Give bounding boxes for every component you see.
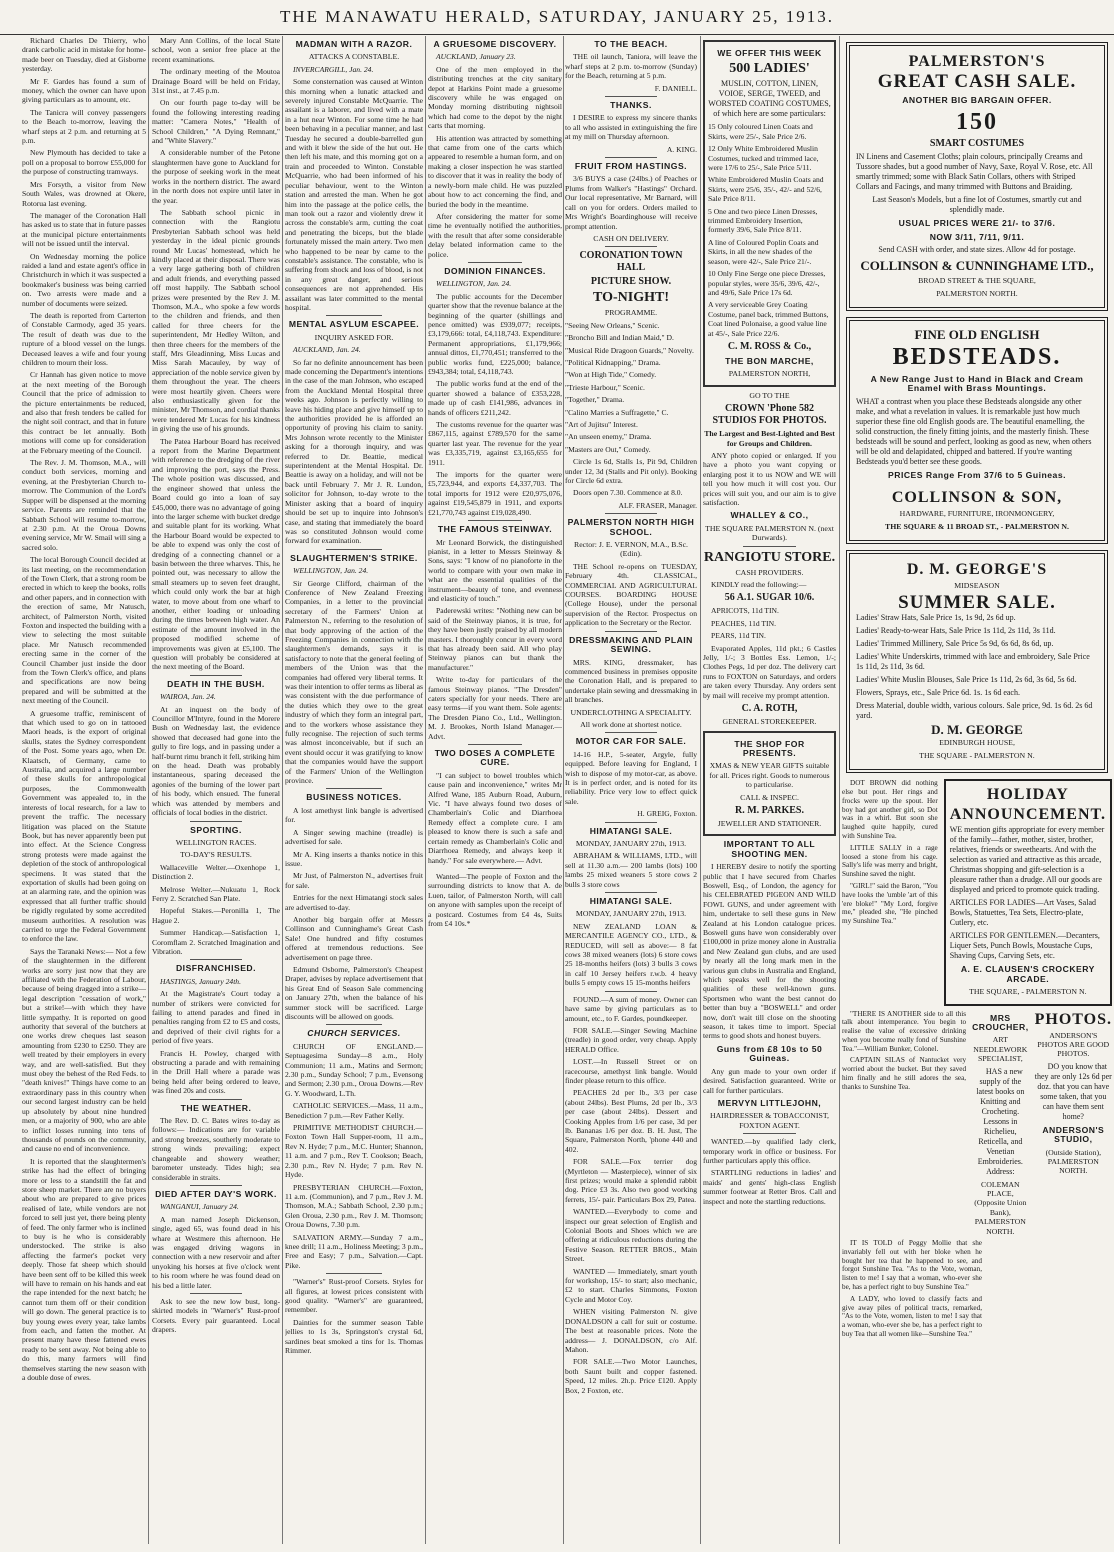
ad-text: WANTED.—Everybody to come and inspect our great selection of English and Colonial Boots and Shoes which we are offering at ridiculous reductions during the Festive Season. RETTER BROS., Main Street. xyxy=(565,1207,697,1264)
news-paragraph: Francis H. Powley, charged with obstructing a parade and with remaining in the Drill Hall where a parade was being held after being ordered to leave, was fined 20s and costs. xyxy=(152,1048,280,1096)
ad-text: Doors open 7.30. Commence at 8.0. xyxy=(573,488,683,498)
news-paragraph: The customs revenue for the quarter was £867,115, against £789,570 for the same quarter last year. The revenue for the year was £3,335,719, against £3,165,655 for 1911. xyxy=(428,420,562,467)
ad-subheading: GENERAL STOREKEEPER. xyxy=(722,717,817,727)
programme-item: "Political Kidnapping," Drama. xyxy=(565,357,661,367)
ad-text: HAS a new supply of the latest books on Knitting and Crocheting. Lessons in Richelieu, Reticella, and Venetian Embroideries. Address: xyxy=(976,1066,1025,1176)
dateline: WAIROA, Jan. 24. xyxy=(160,692,216,702)
ad-text: Evaporated Apples, 11d pkt.; 6 Castles Jelly, 1/-; 3 Bottles Ess. Lemon, 1/-; Clothes Pegs, 1d per doz. The delivery cart runs to FOXTON on Saturdays, and orders are taken every Thursday. Any orders sent by mail will receive my prompt attention. xyxy=(703,643,836,700)
ad-list-item: APRICOTS, 11d TIN. xyxy=(711,606,779,616)
ad-clausen-arcade xyxy=(944,779,1112,1005)
masthead: THE MANAWATU HERALD, SATURDAY, JANUARY 25, 1913. xyxy=(0,0,1114,35)
ad-list-item: Ladies' Ready-to-wear Hats, Sale Price 1s 11d, 2s 11d, 3s 11d. xyxy=(856,626,1056,636)
ad-price: USUAL PRICES WERE 21/- to 37/6. xyxy=(898,218,1056,229)
ad-text: NEW ZEALAND LOAN & MERCANTILE AGENCY CO., LTD., & REDUCED, will sell as above:— 8 fat cows 38 mixed weaners (lots) 6 store cows 25 18-months heifers (lots) 3 bulls 3 cows in calf 10 Jersey heifers r.w.b. 4 heavy bulls 5 empty cows 15 15-months heifers xyxy=(565,921,697,988)
news-paragraph: A considerable number of the Petone slaughtermen have gone to Auckland for the purpose of seeking work in the meat works in the northern district. The award in the north does not expire until later in the year. xyxy=(152,148,280,205)
divider xyxy=(605,246,658,247)
church-item: CHURCH OF ENGLAND.— Septuagesima Sunday—8 a.m., Holy Communion; 11 a.m., Matins and Sermon; 2.30 p.m., Sunday School; 7 p.m., Evensong and Sermon; 2.30 p.m., Oroua Downs.—Rev G. Y. Woodward, L.Th. xyxy=(285,1041,423,1098)
ad-heading: HOLIDAY xyxy=(986,786,1069,804)
news-paragraph: Dainties for the summer season Table jellies to 1s 3s, Springston's crystal 6d, sardines beat smoked a tins for 1s. Thomas Rimmer. xyxy=(285,1317,423,1355)
ad-subheading: JEWELLER AND STATIONER. xyxy=(717,818,822,828)
bottom-ads-row xyxy=(842,1010,1112,1239)
ad-list-item: 5 One and two piece Linen Dresses, trimmed Embroidery Insertion, formerly 39/6, Sale Price 8/11. xyxy=(708,206,818,235)
ad-heading: PHOTOS. xyxy=(1034,1010,1112,1028)
news-paragraph: "I can subject to bowel troubles which cause pain and inconvenience," writes Mr Alfred Wane, 185 Auburn Road, Auburn, Vic. "I have always found two doses of Chamberlain's Colic and Diarrhoea Remedy effect a complete cure. I am pleased to know there is such a safe and certain remedy as Chamberlain's Colic and Diarrhoea Remedy, and always keep it handy." For sale everywhere.— Advt. xyxy=(428,770,562,865)
ad-heading: PALMERSTON NORTH HIGH SCHOOL. xyxy=(567,517,695,537)
news-paragraph: Some consternation was caused at Winton this morning when a lunatic attacked and severely injured Constable McQuarrie. The assailant is a laborer, and lived with a mate in a hut near Winton. For some time he had been behaving in a peculiar manner, and last Tuesday he secured a double-barrelled gun and with it blew the side of the hut out. He then left his mate, and this morning got on a train and proceeded to Winton. Constable McQuarrie, who had been informed of his peculiar behaviour, went to the Winton station and arrested the man. When he got him into the passage at the police cells, the man took out a razor and violently drew it across the constable's arm, cutting the coat and penetrating the biceps, but the blade fortunately missed the main artery. Two men who happened to be near by came to the constable's assistance. The constable, who is suffering from shock and loss of blood, is not in any great danger, and serious consequences are not apprehended. His assailant was later committed to the mental hospital. xyxy=(285,77,423,312)
ad-subheading: EDINBURGH HOUSE, xyxy=(939,738,1015,748)
news-paragraph: The Rev. J. M. Thomson, M.A., will conduct both services, morning and evening, at the Presbyterian Church to-morrow. The Communion of the Lord's Supper will be dispensed at the morning service. Parents are reminded that the Sabbath School will resume to-morrow, at 2.30 p.m. At the Oroua Downs evening service, Mr W. Smail will sing a sacred solo. xyxy=(22,458,146,552)
ad-text: FOR SALE.—Fox terrier dog (Myrtleton — Masterpiece), winner of six first prizes; would make a splendid rabbit dog. Price £3 3s. Also two good working ferrets, 15/- pair. Particulars Box 29, Patea. xyxy=(565,1157,697,1204)
news-paragraph: New Plymouth has decided to take a poll on a proposal to borrow £55,000 for the purpose of constructing tramways. xyxy=(22,148,146,177)
news-paragraph: The Patea Harbour Board has received a report from the Marine Department with reference to the dredging of the river and improving the port, says the Press. The whole position was discussed, and the engineer showed that unless the Board could go into a loan of say £45,000, there was no advantage of going into the larger scheme with bucket dredge and suitable plant for its working. What the Harbour Board would be expected to be able to expend was only the cost of dredging of a connecting channel or a basin between the three wharves. This, he pointed out, was necessary to allow the small steamers up to seven feet draught, which could only work the bar at high water, to move about from one wharf to another, either loading or unloading during the times between high water. An estimate of the amount involved in the proposed modified scheme of improvements was given at £5,100. The question will probably be considered at the next meeting of the Board. xyxy=(152,436,280,672)
programme-item: "Calino Marries a Suffragette," C. xyxy=(565,407,669,417)
ad-signature: A. KING. xyxy=(666,144,697,154)
ad-list-item: Ladies' Straw Hats, Sale Price 1s, 1s 9d, 2s 6d up. xyxy=(856,613,1016,623)
ad-name: MRS CROUCHER, xyxy=(972,1012,1029,1032)
ad-subheading: GO TO THE xyxy=(749,390,790,400)
subheading: TO-DAY'S RESULTS. xyxy=(180,850,252,860)
ad-subheading: HARDWARE, FURNITURE, IRONMONGERY, xyxy=(899,509,1055,519)
news-paragraph: The Rev. D. C. Bates wires to-day as follows:— Indications are for variable and strong breezes, southerly moderate to strong winds prevailing; expect changeable and showery weather; barometer unsteady. Tides high; sea considerable in straits. xyxy=(152,1116,280,1182)
divider xyxy=(326,1024,381,1025)
notice-item: Another big bargain offer at Messrs Collinson and Cunninghame's Great Cash Sale! One hundred and fifty costumes offered at tremendous reductions. See advertisement on page three. xyxy=(285,914,423,962)
ad-text: WANTED — Immediately, smart youth for workshop, 15/- to start; also mechanic, £2 to start. Charles Simmons, Foxton Cycle and Motor Coy. xyxy=(565,1266,697,1304)
ad-heading: PICTURE SHOW. xyxy=(590,276,672,288)
ad-address: (Outside Station), PALMERSTON NORTH. xyxy=(1045,1147,1102,1176)
ad-price: NOW 3/11, 7/11, 9/11. xyxy=(929,231,1025,242)
news-paragraph: Says the Taranaki News:— Not a few of the slaughtermen in the different works are sorry just now that they are affiliated with the Federation of Labour, because of being dragged into a strike— legal description "cessation of work," but a strike!—with which they have little sympathy. It is reported on good authority that several of the butchers at one works drew cheques last season amounting from £230 to £250. They are well treated by their employers in every way, and are well-satisfied. But they must obey the behest of the Red Feds. to "death knives!" Things have come to an extraordinary pass in this country when our second largest industry can be held up absolutely by about nine hundred men, or a majority of 900, who are able to inflict losses running into tens of thousands of pounds on the community, and cause no end of inconvenience. xyxy=(22,946,146,1154)
ad-text: KINDLY read the following:— xyxy=(711,580,807,590)
ad-heading: TO-NIGHT! xyxy=(593,290,669,306)
column-telegrams xyxy=(285,36,423,1544)
ad-list-item: Flowers, Sprays, etc., Sale Price 6d. 1s. 1s 6d each. xyxy=(856,688,1020,698)
ad-text: ANY photo copied or enlarged. If you have a photo you want copying or enlarging post it to us NOW and WE will tell you how much it will cost you. Our prices will suit you, and our aim is to give satisfaction. xyxy=(703,450,836,507)
dateline: HASTINGS, January 24th. xyxy=(160,976,241,986)
news-paragraph: Paderewski writes: "Nothing new can be said of the Steinway pianos, it is true, for they have been justly praised by all modern masters. I thoroughly concur in every word that has already been said. All who play Steinway pianos can but thank the manufacturer." xyxy=(428,606,562,672)
programme-item: "Trieste Harbour," Scenic. xyxy=(565,382,645,392)
news-paragraph: Wanted—The people of Foxton and the surrounding districts to know that A. de Luen, tailor, of Palmerston North, will call on anyone with samples upon the receipt of a postcard. Costumes from £4 4s, Suits from £4 10s.* xyxy=(428,871,562,928)
news-paragraph: On our fourth page to-day will be found the following interesting reading matter: "Camera Notes," "Health of School Children," "A Dying Remnant," and "White Slavery." xyxy=(152,98,280,146)
headline-madman: MADMAN WITH A RAZOR. xyxy=(295,39,413,49)
ad-address: COLEMAN PLACE, (Opposite Union Bank), PALMERSTON NORTH. xyxy=(974,1179,1027,1236)
column-rule xyxy=(148,36,149,1544)
ad-heading: SMART COSTUMES xyxy=(929,138,1025,150)
divider xyxy=(468,262,522,263)
ad-name: R. M. PARKES. xyxy=(735,804,804,816)
divider xyxy=(190,675,241,676)
ad-text: STARTLING reductions in ladies' and maids' and gents' high-class English summer footwear at Retter Bros. Call and inspect and note the startling reductions. xyxy=(703,1168,836,1206)
headline-died: DIED AFTER DAY'S WORK. xyxy=(155,1188,277,1199)
ad-list-item: 15 Only coloured Linen Coats and Skirts, were 25/-, Sale Price 2/6. xyxy=(708,122,813,141)
sunshine-tea-jingle: "THERE IS ANOTHER side to all this talk about intemperance. You begin to realise the value of excessive drinking when you become really fond of Sunshine Tea."—William Bunker, Colonel. xyxy=(842,1009,967,1053)
ad-parkes xyxy=(703,731,836,837)
news-paragraph: At the Magistrate's Court today a number of strikers were convicted for failing to attend parades and fined in penalties ranging from £2 to £5 and costs, and deprived of their civil rights for a period of five years. xyxy=(152,989,280,1046)
ad-text: WANTED.—by qualified lady clerk, temporary work in office or business. For further particulars apply this office. xyxy=(703,1137,836,1165)
divider xyxy=(326,1273,381,1274)
ad-heading: HIMATANGI SALE. xyxy=(589,896,673,907)
ad-name: COLLINSON & CUNNINGHAME LTD., xyxy=(860,258,1094,274)
news-paragraph: Mary Ann Collins, of the local State school, won a senior free place at the recent examinations. xyxy=(152,36,280,64)
news-paragraph: Ask to see the new low bust, long-skirted models in "Warner's" Rust-proof Corsets. Every pair guaranteed. Local drapers. xyxy=(152,1296,280,1335)
divider xyxy=(605,157,658,158)
sunshine-tea-jingle: CAPTAIN SILAS of Nantucket very worried about the bucket. But they saved him finally and he still adores the sea, thanks to Sunshine Tea. xyxy=(842,1056,967,1091)
ad-text: Last Season's Models, but a fine lot of Costumes, smartly cut and splendidly made. xyxy=(872,195,1082,215)
ad-heading: THANKS. xyxy=(610,100,652,111)
ad-address: BROAD STREET & THE SQUARE, xyxy=(918,276,1036,286)
sunshine-tea-jingle: IT IS TOLD of Peggy Mollie that she invariably fell out with her bloke when he bought her tea that he happened to see, and forgot Sunshine Tea. "As to the Vote, woman, listen to me! I say that a woman, who-ever she be, has a perfect right to buy Sunshine Tea." xyxy=(842,1238,982,1291)
divider xyxy=(190,959,241,960)
ad-name: A. E. CLAUSEN'S CROCKERY ARCADE. xyxy=(960,964,1095,984)
news-paragraph: The death is reported from Carterton of Constable Carmody, aged 35 years. The result of death was due to the rupture of a blood vessel on the lungs. Deceased leaves a wife and four young children to mourn their loss. xyxy=(22,310,146,367)
ad-dm-george xyxy=(846,550,1108,773)
sunshine-tea-column xyxy=(842,1239,982,1339)
divider xyxy=(468,744,522,745)
ad-subheading: HAIRDRESSER & TOBACCONIST, FOXTON AGENT. xyxy=(710,1111,829,1130)
sunshine-tea-column xyxy=(842,1010,966,1239)
ad-text: DO you know that they are only 12s 6d per doz. that you can have some taken, that you can have them sent home? xyxy=(1034,1061,1112,1121)
news-paragraph: On Wednesday morning the police raided a land and estate agent's office in Christchurch in which it was suspected a bookmaker's business was being carried on. Two arrests were made and a number of documents were seized. xyxy=(22,251,146,308)
ad-list-item: Ladies' White Muslin Blouses, Sale Price 1s 11d, 2s 6d, 3s 6d, 5s 6d. xyxy=(856,675,1077,685)
ad-text: THE oil launch, Taniora, will leave the wharf steps at 2 p.m. to-morrow (Sunday) for the Beach, returning at 5 p.m. xyxy=(565,52,697,81)
news-paragraph: A gruesome traffic, reminiscent of that which used to go on in tattooed Maori heads, is the export of original skulls, states the Sydney correspondent of the Post. Some years ago, when Dr. Klaatsch, of Germany, came to Australia, and acquired a large number of these skulls for anthropological purposes, the Commonwealth Government was appealed to, in the interests of local research, for a law to prevent the traffic. The necessary litigation was placed on the Statute Book, but has never apparently been put into effect. At the Science Congress strong protests were made against the depletion of the stock of anthropological specimens. It was stated that the exportation of skulls had been going on at an alarming rate, and the opinion was expressed that all further traffic should be rigidly regulated by some accredited museum authorities. A resolution was carried to urge the Federal Government to enforce the law. xyxy=(22,708,146,944)
notice-item: Entries for the next Himatangi stock sales are advertised to-day. xyxy=(285,893,423,912)
ad-subheading: PROGRAMME. xyxy=(604,308,658,318)
ad-subheading: ANOTHER BIG BARGAIN OFFER. xyxy=(902,95,1052,105)
ad-subheading: CASH ON DELIVERY. xyxy=(593,233,669,243)
notice-item: Edmund Osborne, Palmerston's Cheapest Draper, advises by replace advertisement that his Great End of Season Sale commencing on January 27th, when the balance of his summer stock will be sacrificed. Large discounts will be allowed on goods. xyxy=(285,964,423,1021)
ad-text: ARTICLES FOR LADIES—Art Vases, Salad Bowls, Statuettes, Tea Sets, Electro-plate, Cutlery, etc. xyxy=(949,898,1096,928)
ad-collinson-son xyxy=(846,317,1108,544)
ad-text: WHAT a contrast when you place these Bedsteads alongside any other make, and what a revelation in values. It is remarkable just how much superior these fine old English goods are. The beautiful enamelling, the solid construction, the finely fitting joints, and the masterly finish. These bedsteads will be sound and perfect, looking as good as new, when others will be old and delapidated, chipped and battered. If you're wanting Bedsteads you'd better see these goods. xyxy=(856,396,1092,466)
ad-list-item: White Embroidered Muslin Coats and Skirts, were 25/6, 35/-, 42/- and 52/6, Sale Price 8/11. xyxy=(708,175,824,204)
ad-subheading: CASH PROVIDERS. xyxy=(735,567,804,577)
notice-item: Mr A. King inserts a thanks notice in this issue. xyxy=(285,849,423,868)
ad-heading: ANNOUNCEMENT. xyxy=(949,806,1106,824)
ad-heading: FRUIT FROM HASTINGS. xyxy=(574,161,688,172)
divider xyxy=(190,821,241,822)
ad-text: IN Linens and Casement Cloths; plain colours, principally Creams and Tussore shades, but a good number of Navy, Saxe, Royal V. Rose, etc. All smartly trimmed; some with Black Satin Collars, others with Striped Collars and Facings, and many trimmed with Buttons and Braiding. xyxy=(856,152,1093,192)
news-paragraph: At an inquest on the body of Councillor M'Intyre, found in the Morere Bush on Wednesday last, the evidence showed that deceased had gone into the gully to fire logs, and in passing under a half-burnt rimu branch it fell, striking him on the head. Death was probably instantaneous, sparing deceased the agonies of the burning of the lower part of his body, which ensued. The funeral which was attended by members and officials of local bodies in the district. xyxy=(152,704,280,818)
notice-item: A Singer sewing machine (treadle) is advertised for sale. xyxy=(285,827,423,847)
news-paragraph: The Tanicra will convey passengers to the Beach to-morrow, leaving the wharf steps at 2 p.m. and returning at 5 p.m. xyxy=(22,107,146,146)
divider xyxy=(605,991,658,992)
ad-text: 14-16 H.P., 5-seater, Argyle, fully equipped. Before leaving for England, I wish to dispose of my motor-car, as above. It is in perfect order, and is noted for its reliability. Price very low to effect quick sale. xyxy=(565,749,697,806)
news-paragraph: The local Borough Council decided at its last meeting, on the recommendation of the Town Clerk, that a strong room be erected in which to keep the books, rolls and other papers, and in connection with the erection of same, Mr Natusch, architect, of Palmerston North, visited Foxton and inspected the building with a view to selecting the most suitable place. Mr Natusch recommended erecting same in the corner of the Council Chamber just inside the door from the Town Clerk's office, and plans and specifications are now being prepared and will be submitted at the next meeting of the Council. xyxy=(22,555,146,706)
ad-address: PALMERSTON NORTH, xyxy=(728,369,811,379)
ad-subheading: ART NEEDLEWORK SPECIALIST, xyxy=(973,1035,1028,1064)
news-paragraph: Mr Leonard Borwick, the distinguished pianist, in a letter to Messrs Steinway & Sons, says: "I know of no pianoforte in the world to compare with your own make in what are the essential qualities of the instrument—beauty of tone, and evenness and elasticity of touch." xyxy=(428,537,562,603)
news-paragraph: His attention was attracted by something that came from one of the carts which appeared to resemble a human form, and on making a closer inspection he was startled to discover that it was in reality the body of a newly-born male child. He was puzzled about how to act concerning the find, and buried the body in the meantime. xyxy=(428,133,562,209)
ad-heading: FINE OLD ENGLISH xyxy=(914,327,1040,343)
ad-subheading: All work done at shortest notice. xyxy=(580,719,682,729)
headline-gruesome: A GRUESOME DISCOVERY. xyxy=(433,39,557,49)
divider xyxy=(468,520,522,521)
ad-heading: SUMMER SALE. xyxy=(898,592,1056,614)
race-result: Hopeful Stakes.—Peronilla 1, The Hague 2. xyxy=(152,906,280,925)
divider xyxy=(605,892,658,893)
ad-list-item: Ladies' Trimmed Millinery, Sale Price 5s 9d, 6s 6d, 8s 6d, up. xyxy=(856,639,1054,649)
news-paragraph: A man named Joseph Dickenson, single, aged 65, was found dead in his whare at Westmere this afternoon. He was engaged driving wagons in connection with a new reservoir and after unyoking his horses at five o'clock went to his room where he was found dead on his bed a little later. xyxy=(152,1214,280,1290)
column-rule xyxy=(839,36,840,1544)
column-rule xyxy=(563,36,564,1544)
ad-text: Circle 1s 6d, Stalls 1s, Pit 9d, Children under 12, 3d (Stalls and Pit only). Booking for Circle 6d extra. xyxy=(565,457,697,485)
news-paragraph: Mrs Forsyth, a visitor from New South Wales, was drowned at Okere, Rotorua last evening. xyxy=(22,179,146,208)
ad-subheading: ANDERSON'S PHOTOS ARE GOOD PHOTOS. xyxy=(1037,1030,1110,1059)
ad-text: Any gun made to your own order if desired. Satisfaction guaranteed. Write or call for further particulars. xyxy=(703,1066,836,1095)
column-display-ads xyxy=(842,36,1112,1544)
ad-address: THE SQUARE & 11 BROAD ST., - PALMERSTON N. xyxy=(885,521,1069,531)
ad-text: FOUND.—A sum of money. Owner can have same by giving particulars as to amount, etc., to F. Gardes, poundkeeper. xyxy=(565,994,697,1023)
ad-heading: CROWN 'Phone 582 STUDIOS FOR PHOTOS. xyxy=(712,403,827,427)
news-paragraph: Write to-day for particulars of the famous Steinway pianos. "The Dresden" caters specially for your needs. There are easy terms—if you want them. Sole agents: The Dresden Piano Co., Ltd., Wellington. M. J. Brookes, North Island Manager.—Advt. xyxy=(428,675,562,741)
ad-name: WHALLEY & CO., xyxy=(730,510,809,521)
programme-item: "Art of Jujitsu" Interest. xyxy=(565,419,638,429)
programme-item: "Won at High Tide," Comedy. xyxy=(565,370,657,380)
ad-name: C. M. ROSS & Co., xyxy=(727,340,812,352)
ad-cm-ross xyxy=(703,40,836,387)
divider xyxy=(743,546,796,547)
ad-subheading: MIDSEASON xyxy=(954,581,1000,591)
news-paragraph: One of the men employed in the distributing trenches at the city sanitary depot at Harkins Point made a gruesome discovery while he was engaged on Monday morning distributing nightsoil which had come to the depot by the night carts that morning. xyxy=(428,64,562,131)
ad-name: MERVYN LITTLEJOHN, xyxy=(717,1097,822,1108)
ad-text: WE mention gifts appropriate for every member of the family—father, mother, sister, brother, relatives, friends or sweethearts. And with the selection as varied and attractive as this arcade, Christmas shopping and gift-selection is a pleasure rather than a drudge. All our goods are displayed and priced to promote quick trading. xyxy=(949,825,1105,895)
sunshine-tea-jingle: DOT BROWN did nothing else but pout. Her rings and frocks were up the spout. Her boy had got another girl, so Dot was in a whirl. But soon she laughed quite happily, cured with Sunshine Tea. xyxy=(842,779,938,841)
ad-heading: D. M. GEORGE'S xyxy=(906,561,1048,579)
sunshine-tea-jingle: A LADY, who loved to classify facts and give away piles of political tracts, remarked, "As to the Vote, women, listen to me! I say that a woman, who-ever she be, has a perfect right to buy Tea that all women like—Sunshine Tea." xyxy=(842,1294,982,1338)
ad-address: THE SQUARE - PALMERSTON N. xyxy=(919,750,1035,760)
ad-text: PEACHES 2d per lb., 3/3 per case (about 24lbs). Best Plums, 2d per lb., 3/3 per case (about 24lbs). Dessert and Cooking Apples from 1/6 per case, 3d per lb. Bananas 1/6 per doz. B. H. Just, The Square, Palmerston North, 'phone 440 and 402. xyxy=(565,1088,697,1154)
ad-heading: PALMERSTON'S xyxy=(908,53,1046,70)
news-paragraph: The public works fund at the end of the quarter showed a balance of £353,228, made up of cash £141,986, advances in hands of officers £211,242. xyxy=(428,379,562,417)
news-paragraph: The manager of the Coronation Hall has asked us to state that in future passes at the municipal picture entertainments will not be issued until the interval. xyxy=(22,210,146,249)
race-result: Melrose Welter.—Nukuatu 1, Rock Ferry 2. Scratched San Plate. xyxy=(152,884,280,903)
ad-price: Guns from £8 10s to 50 Guineas. xyxy=(716,1043,823,1064)
church-item: SALVATION ARMY.—Sunday 7 a.m., knee drill; 11 a.m., Holiness Meeting; 3 p.m., Free and Easy; 7 p.m., Salvation.—Capt. Pike. xyxy=(285,1232,423,1270)
ad-heading: THE BON MARCHE, xyxy=(725,355,814,366)
ad-text: FOR SALE.—Two Motor Launches, both Saunt built and copper fastened. Speed, 12 miles. 2h.p. Price £120. Apply Box, 2 Foxton, etc. xyxy=(565,1357,697,1395)
race-result: Summer Handicap.—Satisfaction 1, Coromflam 2. Scratched Imagination and Vibration. xyxy=(152,928,280,956)
ad-name: D. M. GEORGE xyxy=(931,722,1023,738)
news-paragraph: The Sabbath school picnic in connection with the Rangiotu Presbyterian Sabbath school was held yesterday in the ideal picnic grounds round Mr Lucas' homestead, which he kindly placed at their disposal. There was a very large gathering both of children and adult friends, and everything passed off most happily. The Sabbath school prizes were presented by the Rev J. M. Thomson, M.A., who spoke a few words to the children and friends, and then called for three cheers for the superintendent, Mr Hedley Wilton, and then three cheers for the members of the staff, Mrs Gleadinning, Miss Lucas and Miss Sarah Macauley, by way of appreciation of the noble service given by them throughout the year. The cheers were most heartily given. Cheers were also enthusiastically given for the minister, Mr Thomson, and cordial thanks were tendered Mr Lucas for his kindness in giving the use of his grounds. xyxy=(152,207,280,434)
ad-list-item: A line of Coloured Poplin Coats and Skirts, in all the new shades of the season, were 42/-, Sale Price 21/-. xyxy=(708,237,819,266)
ad-collinson-cunninghame xyxy=(846,42,1108,311)
programme-item: "Together," Drama. xyxy=(565,395,625,405)
column-rule xyxy=(282,36,283,1544)
subheading: INQUIRY ASKED FOR. xyxy=(314,332,394,342)
ad-subheading: CALL & INSPEC. xyxy=(740,792,799,802)
ad-list-item: A very serviceable Grey Coating Costume, panel back, trimmed Buttons, Coat lined Polonaise, a good value line at 45/-, Sale Price 22/6. xyxy=(708,300,829,338)
headline-church: CHURCH SERVICES. xyxy=(307,1028,401,1039)
ad-heading: RANGIOTU STORE. xyxy=(703,549,836,565)
sunshine-tea-column xyxy=(842,779,938,1005)
ad-text: FOR SALE.—Singer Sewing Machine (treadle) in good order, very cheap. Apply HERALD Office. xyxy=(565,1025,697,1054)
ad-signature: F. DANIELL. xyxy=(654,83,697,93)
ad-number: 150 xyxy=(956,109,998,136)
ad-text: ARTICLES FOR GENTLEMEN.—Decanters, Liquer Sets, Punch Bowls, Moustache Cups, Shaving Cups, Carving Sets, etc. xyxy=(949,931,1100,961)
headline-steinway: THE FAMOUS STEINWAY. xyxy=(437,524,553,535)
column-news-4 xyxy=(428,36,562,1544)
lower-ads-row xyxy=(842,779,1112,1005)
programme-item: "Musical Ride Dragoon Guards," Novelty. xyxy=(565,345,694,355)
ad-price: PRICES Range From 37/6 to 5 Guineas. xyxy=(888,469,1066,480)
divider xyxy=(605,631,658,632)
column-classifieds xyxy=(565,36,697,1544)
divider xyxy=(326,549,381,550)
ad-name: COLLINSON & SON, xyxy=(891,489,1063,507)
divider xyxy=(743,1133,796,1134)
column-news-2 xyxy=(152,36,280,1544)
ad-heading: TO THE BEACH. xyxy=(594,39,668,49)
ad-subheading: A New Range Just to Hand in Black and Cream Enamel with Brass Mountings. xyxy=(870,374,1084,394)
headline-two-doses: TWO DOSES A COMPLETE CURE. xyxy=(434,748,556,768)
ad-croucher xyxy=(972,1010,1029,1239)
divider xyxy=(326,315,381,316)
ad-price: 56 A.1. SUGAR 10/6. xyxy=(724,592,815,604)
ad-text: LOST.—In Russell Street or on racecourse, amethyst link bangle. Would finder please return to this office. xyxy=(565,1057,697,1085)
headline-sporting: SPORTING. xyxy=(190,824,242,835)
column-rule xyxy=(700,36,701,1544)
ad-heading: WE OFFER THIS WEEK xyxy=(717,48,822,58)
headline-weather: THE WEATHER. xyxy=(180,1102,252,1113)
news-paragraph: "Warner's" Rust-proof Corsets. Styles for all figures, at lowest prices consistent with good quality. "Warner's" are guaranteed, remember. xyxy=(285,1277,423,1315)
church-item: CATHOLIC SERVICES.—Mass, 11 a.m., Benediction 7 p.m.—Rev Father Kelly. xyxy=(285,1101,423,1120)
ad-subheading: MONDAY, JANUARY 27th, 1913. xyxy=(575,909,687,919)
ad-heading: MOTOR CAR FOR SALE. xyxy=(575,736,687,747)
dateline: AUCKLAND, January 23. xyxy=(436,52,516,62)
race-result: Wallaceville Welter.—Oxenhope 1, Distinction 2. xyxy=(152,862,280,882)
dateline: WANGANUI, January 24. xyxy=(160,1202,239,1212)
dateline: WELLINGTON, Jan. 24. xyxy=(293,566,369,576)
ad-address: THE SQUARE PALMERSTON N. (next Durwards). xyxy=(705,523,834,543)
headline-strike: SLAUGHTERMEN'S STRIKE. xyxy=(290,552,418,563)
ad-list-item: PEARS, 11d TIN. xyxy=(711,631,766,641)
ad-text: MRS. KING, dressmaker, has commenced business in premises opposite the Coronation Hall, and is prepared to undertake plain sewing and dressmaking in all branches. xyxy=(565,657,697,705)
notice-item: Mr Just, of Palmerston N., advertises fruit for sale. xyxy=(285,871,423,890)
church-item: PRIMITIVE METHODIST CHURCH.—Foxton Town Hall Supper-room, 11 a.m., Rev N. Hyde; 7 p.m., M.C. Hunter; Shannon, 11 a.m. and 7 p.m., Rev T. Cookson; Beach, 2.30 p.m., Rev N. Hyde; 7 p.m. Rev N. Hyde. xyxy=(285,1123,423,1180)
headline-asylum: MENTAL ASYLUM ESCAPEE. xyxy=(288,319,420,330)
subheading: ATTACKS A CONSTABLE. xyxy=(308,52,400,62)
divider xyxy=(190,1293,241,1294)
ad-subheading: MONDAY, JANUARY 27th, 1913. xyxy=(575,839,687,848)
dateline: INVERCARGILL, Jan. 24. xyxy=(293,64,374,74)
headline-business-notices: BUSINESS NOTICES. xyxy=(306,792,402,803)
ad-heading: GREAT CASH SALE. xyxy=(877,71,1077,92)
headline-death-bush: DEATH IN THE BUSH. xyxy=(167,678,265,689)
news-paragraph: Richard Charles De Thierry, who drank carbolic acid in mistake for home-made beer on Tuesday, died at Gisborne yesterday. xyxy=(22,36,146,74)
dateline: WELLINGTON, Jan. 24. xyxy=(436,279,512,289)
ad-text: Send CASH with order, and state sizes. Allow 4d for postage. xyxy=(878,245,1076,255)
divider xyxy=(468,868,522,869)
ad-subheading: UNDERCLOTHING A SPECIALITY. xyxy=(570,707,692,717)
ad-heading: THE SHOP FOR PRESENTS. xyxy=(734,738,805,758)
news-paragraph: After considering the matter for some time he eventually notified the authorities, with the result that after some considerable delay belated information came to the police. xyxy=(428,211,562,259)
divider xyxy=(605,822,658,823)
news-paragraph: The public accounts for the December quarter show that the revenue balance at the beginning of the quarter (shillings and pence omitted) was £939,077; receipts, £3,179,666: total, £4,118,743. Expenditure: Permanent appropriations, £1,179,966; annual dittos, £1,770,451; transferred to the public works fund, £225,000; balance, £943,384; total, £4,118,743. xyxy=(428,291,562,376)
ad-text: 3/6 BUYS a case (24lbs.) of Peaches or Plums from Walker's "Hastings" Orchard. Our local representative, Mr Barnard, will call on you for orders. Orders mailed to Mrs Wright's Boardinghouse will receive prompt attention. xyxy=(565,174,697,231)
divider xyxy=(605,513,658,514)
column-local-news xyxy=(22,36,146,1544)
church-item: PRESBYTERIAN CHURCH.—Foxton, 11 a.m. (Communion), and 7 p.m., Rev J. M. Thomson, M.A.; Sabbath School, 2.30 p.m.; Glen Oroua, 2.30 p.m., Rev J. M. Thomson; Oroua Downs, 7.30 p.m. xyxy=(285,1182,423,1230)
ad-list-item: 12 Only White Embroidered Muslin Costumes, tucked and trimmed lace, were 17/6 to 25/-, Sale Price 5/11. xyxy=(708,144,819,173)
ad-list-item: PEACHES, 11d TIN. xyxy=(711,618,776,628)
ad-text: XMAS & NEW YEAR GIFTS suitable for all. Prices right. Goods to numerous to particularise. xyxy=(709,761,830,790)
notice-item: A lost amethyst link bangle is advertised for. xyxy=(285,805,423,825)
ad-list-item: 10 Only Fine Serge one piece Dresses, popular styles, were 35/6, 39/6, 42/-, and 49/6, Sale Price 17s 6d. xyxy=(708,269,826,297)
divider xyxy=(190,1185,241,1186)
ad-heading: BEDSTEADS. xyxy=(892,344,1062,371)
ad-address: THE SQUARE, - PALMERSTON N. xyxy=(969,987,1087,997)
ad-heading: CORONATION TOWN HALL xyxy=(579,250,683,274)
programme-item: "An unseen enemy," Drama. xyxy=(565,432,652,442)
ad-subheading: Rector: J. E. VERNON, M.A., B.Sc. (Edin). xyxy=(574,540,688,559)
ad-heading: HIMATANGI SALE. xyxy=(589,825,673,836)
ad-signature: H. GREIG, Foxton. xyxy=(637,809,697,819)
news-paragraph: Mr F. Gardes has found a sum of money, which the owner can have upon giving particulars as to amount, etc. xyxy=(22,76,146,105)
ad-list-item: Dress Material, double width, various colours. Sale price, 9d. 1s 6d. 2s 6d yard. xyxy=(856,701,1093,721)
divider xyxy=(190,1099,241,1100)
ad-signature: ALF. FRASER, Manager. xyxy=(618,500,697,510)
sunshine-tea-jingle: LITTLE SALLY in a rage loosed a stone from his cage. Sally's life was merry and bright, Sunshine saved the night. xyxy=(842,843,938,879)
ad-anderson xyxy=(1035,1010,1112,1239)
ad-heading: IMPORTANT TO ALL SHOOTING MEN. xyxy=(723,839,816,859)
ad-text: I HEREBY desire to notify the sporting public that I have secured from Charles Boswell, Esq., of London, the agency for his CELEBRATED PIGEON AND WILD FOWL GUNS, and under agreement with him, undertake to sell these guns in New Zealand at his London catalogue prices. Boswell guns have won considerably over £100,000 in prize money alone in Australia and New Zealand gun clubs, and are used by nearly all the long mark men in the various gun clubs in Australia and England, which speaks well for the shooting qualities of these well-known guns. Sportsmen who want the best cannot do better than buy a "BOSWELL" and order now, don't wait till close on the shooting season, it takes time to import. Special terms to good shots and honest buyers. xyxy=(703,862,836,1041)
divider xyxy=(326,788,381,789)
news-paragraph: So far no definite announcement has been made concerning the Department's intentions in the case of the man Johnson, who escaped from the Auckland Mental Hospital three weeks ago. Johnson is perfectly willing to leave his hiding place and give himself up to the authorities provided he is afforded an opportunity of proving his claim to sanity. Mrs Johnson wrote recently to the Minister asking for a thorough inquiry, and was referred to Dr. Beattie, medical superintendent at the Mental Hospital. Dr. Beattie is away on a holiday, and will not be back until February 7. Mr J. R. Lundon, solicitor for Johnson, to-day wrote to the Minister asking that a board of inquiry should be set up to inquire into Johnson's case, and stating that immediately the board was so constituted Johnson would come forward for examination. xyxy=(285,357,423,546)
headline-disfranchised: DISFRANCHISED. xyxy=(175,963,257,974)
ad-subheading: The Largest and Best-Lighted and Best for Groups and Children. xyxy=(704,429,835,448)
dateline: AUCKLAND, Jan. 24. xyxy=(293,345,361,355)
news-paragraph: Sir George Clifford, chairman of the Conference of New Zealand Freezing Companies, in a letter to the provincial secretary of the Farmers' Union at Palmerston N., referring to the resolution of that body approving of the action of the Freezing Companies in connection with the slaughtermen's demands, says it is satisfactory to note that the general feeling of members of the Union was that the companies had offered very liberal terms. It was their intention to offer terms as liberal as was consistent with the due performance of the duties which they owe to the great industry of which they form an integral part, and to the workers whose assistance they fully recognise. The rejection of such terms was almost inconceivable, but if such an event should occur it was gratifying to know that the companies would have the support of the Farmers' Union of the Wellington province. xyxy=(285,578,423,786)
ad-text: MUSLIN, COTTON, LINEN, VOIOE, SERGE, TWEED, and WORSTED COATING COSTUMES, of which here are some particulars: xyxy=(708,79,831,119)
ad-text: WHEN visiting Palmerston N. give DONALDSON a call for suit or costume. The best at reasonable prices. Note the address— J. DONALDSON, c/o Alf. Mahon. xyxy=(565,1307,697,1354)
ad-heading: 500 LADIES' xyxy=(729,61,810,77)
headline-finances: DOMINION FINANCES. xyxy=(444,265,546,276)
programme-item: "Seeing New Orleans," Scenic. xyxy=(565,320,660,330)
news-paragraph: Cr Hannah has given notice to move at the next meeting of the Borough Council that the price of admission to the picture entertainments be reduced, and also that fresh tenders be called for the night soil contract, and that in future this contract be let annually. Both motions will come up for consideration at the February meeting of the Council. xyxy=(22,370,146,455)
news-paragraph: The imports for the quarter were £5,723,944, and exports £4,337,703. The total imports for 1912 were £20,975,076, against £19,545,879 in 1911, and exports £21,770,743 against £19,028,490. xyxy=(428,470,562,517)
news-paragraph: It is reported that the slaughtermen's strike has had the effect of bringing more or less to a standstill the fat and store sheep market. There are no buyers about who are prepared to give prices realised of late, while vendors are not forced to sell just yet, there being plenty of feed. The only farmer who is inclined to buy is he who is considerably understocked. The strike is also affecting the farmer's pocket very deeply. Those fat sheep which should have been sent off to be killed this week will have to remain on his hands and eat the rape intended for the next batch; he cannot turn them off or their condition will go down. The general practice is to buy young ewes every year, take lambs from each, and fatten the mother. At present many have these fattened ewes ready to be sent away. Not being able to do this, many farmers will find themselves starting the new season with a double dose of ewes. xyxy=(22,1156,146,1383)
ad-list-item: Ladies' White Underskirts, trimmed with lace and embroidery, Sale Price 1s 11d, 2s 11d, 3s 6d. xyxy=(856,652,1090,672)
ad-heading: DRESSMAKING AND PLAIN SEWING. xyxy=(569,634,693,655)
ad-address: PALMERSTON NORTH. xyxy=(936,288,1018,298)
ad-name: C. A. ROTH, xyxy=(741,703,798,715)
divider xyxy=(605,732,658,733)
column-ads-6 xyxy=(703,36,836,1544)
subheading: WELLINGTON RACES. xyxy=(175,837,257,847)
programme-item: "Broncho Bill and Indian Maid," D. xyxy=(565,333,674,343)
ad-name: ANDERSON'S STUDIO, xyxy=(1042,1124,1105,1145)
divider xyxy=(605,96,658,97)
ad-text: I DESIRE to express my sincere thanks to all who assisted in extinguishing the fire at my mill on Thursday afternoon. xyxy=(565,113,697,142)
programme-item: "Masters are Out," Comedy. xyxy=(565,444,651,454)
ad-text: ABRAHAM & WILLIAMS, LTD., will sell at 11.30 a.m.— 200 lambs (lots) 100 lambs 25 mixed weaners 5 store cows 2 bulls 3 store cows xyxy=(565,851,697,889)
column-rule xyxy=(425,36,426,1544)
sunshine-tea-jingle: "GIRL!" said the Baron, "You have looks the 'umble 'art of this 'ere bloke!" "My Lord, forgive me," pleaded she, "He pinched my Sunshine Tea." xyxy=(842,882,938,926)
news-paragraph: The ordinary meeting of the Moutoa Drainage Board will be held on Friday, 31st inst., at 7.45 p.m. xyxy=(152,67,280,96)
ad-text: THE School re-opens on TUESDAY, February 4th. CLASSICAL, COMMERCIAL AND AGRICULTURAL COURSES. BOARDING HOUSE (College House), under the personal supervision of the Rector. Prospectus on application to the Secretary or the Rector. xyxy=(565,561,697,628)
